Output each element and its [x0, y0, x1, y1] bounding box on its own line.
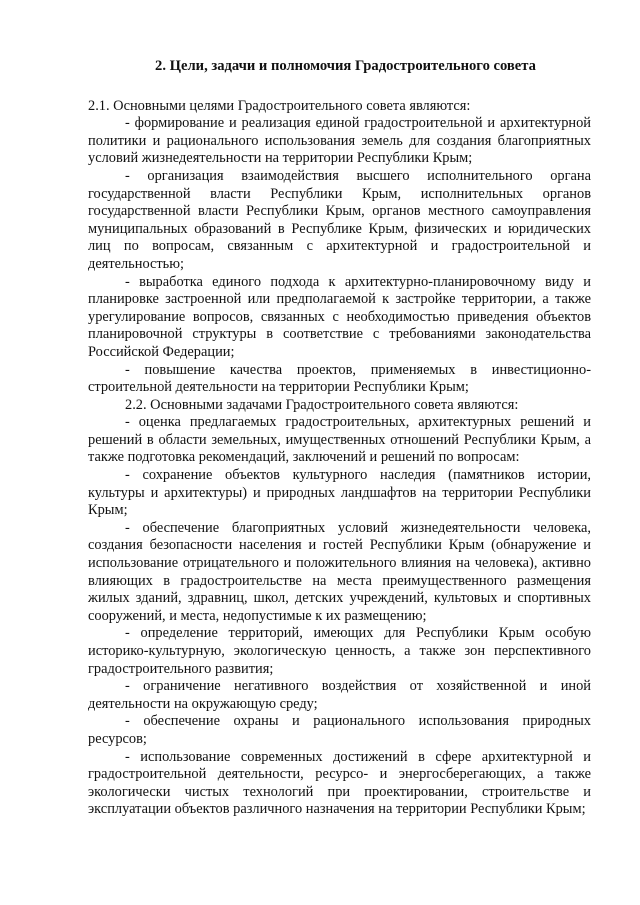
paragraph-tasks-intro: 2.2. Основными задачами Градостроительного совета являются: — [125, 396, 519, 413]
document-page — [88, 58, 591, 819]
paragraph-task-4: - определение территорий, имеющих для Республики Крым особую историко-культурную, экологическую ценность, а также зон перспективного градостроительного развития; — [88, 625, 591, 677]
paragraph-task-5: - ограничение негативного воздействия от хозяйственной и иной деятельности на окружающую среду; — [88, 678, 591, 712]
section-heading: 2. Цели, задачи и полномочия Градостроительного совета — [155, 58, 536, 74]
paragraph-task-6: - обеспечение охраны и рационального использования природных ресурсов; — [88, 713, 591, 747]
paragraph-task-1: - оценка предлагаемых градостроительных, архитектурных решений и решений в области земельных, имущественных отношений Республики Крым, а также подготовка рекомендаций, заключений и решений по вопросам: — [88, 414, 591, 466]
paragraph-goals-intro: 2.1. Основными целями Градостроительного совета являются: — [88, 97, 471, 114]
paragraph-task-2: - сохранение объектов культурного наследия (памятников истории, культуры и архитектуры) и природных ландшафтов на территории Республики Крым; — [88, 467, 591, 519]
paragraph-goal-3: - выработка единого подхода к архитектурно-планировочному виду и планировке застроенной или предполагаемой к застройке территории, а также урегулирование вопросов, связанных с необходимостью приведения объектов планировочной структуры в соответствие с требованиями законодательства Российской Федерации; — [88, 273, 591, 360]
paragraph-task-7: - использование современных достижений в сфере архитектурной и градостроительной деятельности, ресурсо- и энергосберегающих, а также экологически чистых технологий при проектировании, строительстве и эксплуатации объектов различного назначения на территории Республики Крым; — [88, 748, 591, 818]
paragraph-goal-4: - повышение качества проектов, применяемых в инвестиционно-строительной деятельности на территории Республики Крым; — [88, 361, 591, 396]
paragraph-goal-1: - формирование и реализация единой градостроительной и архитектурной политики и рационального использования земель для создания благоприятных условий жизнедеятельности на территории Республики Крым; — [88, 115, 591, 167]
paragraph-goal-2: - организация взаимодействия высшего исполнительного органа государственной власти Республики Крым, исполнительных органов государственной власти Республики Крым, органов местного самоуправления муниципальных образований в Республике Крым, физических и юридических лиц по вопросам, связанным с архитектурной и градостроительной и деятельностью; — [88, 167, 591, 272]
paragraph-task-3: - обеспечение благоприятных условий жизнедеятельности человека, создания безопасности населения и гостей Республики Крым (обнаружение и использование отрицательного и положительного влияния на человека), активно влияющих в градостроительстве на места преимущественного размещения жилых зданий, здравниц, школ, детских учреждений, культовых и спортивных сооружений, и места, недопустимые к их размещению; — [88, 519, 591, 624]
